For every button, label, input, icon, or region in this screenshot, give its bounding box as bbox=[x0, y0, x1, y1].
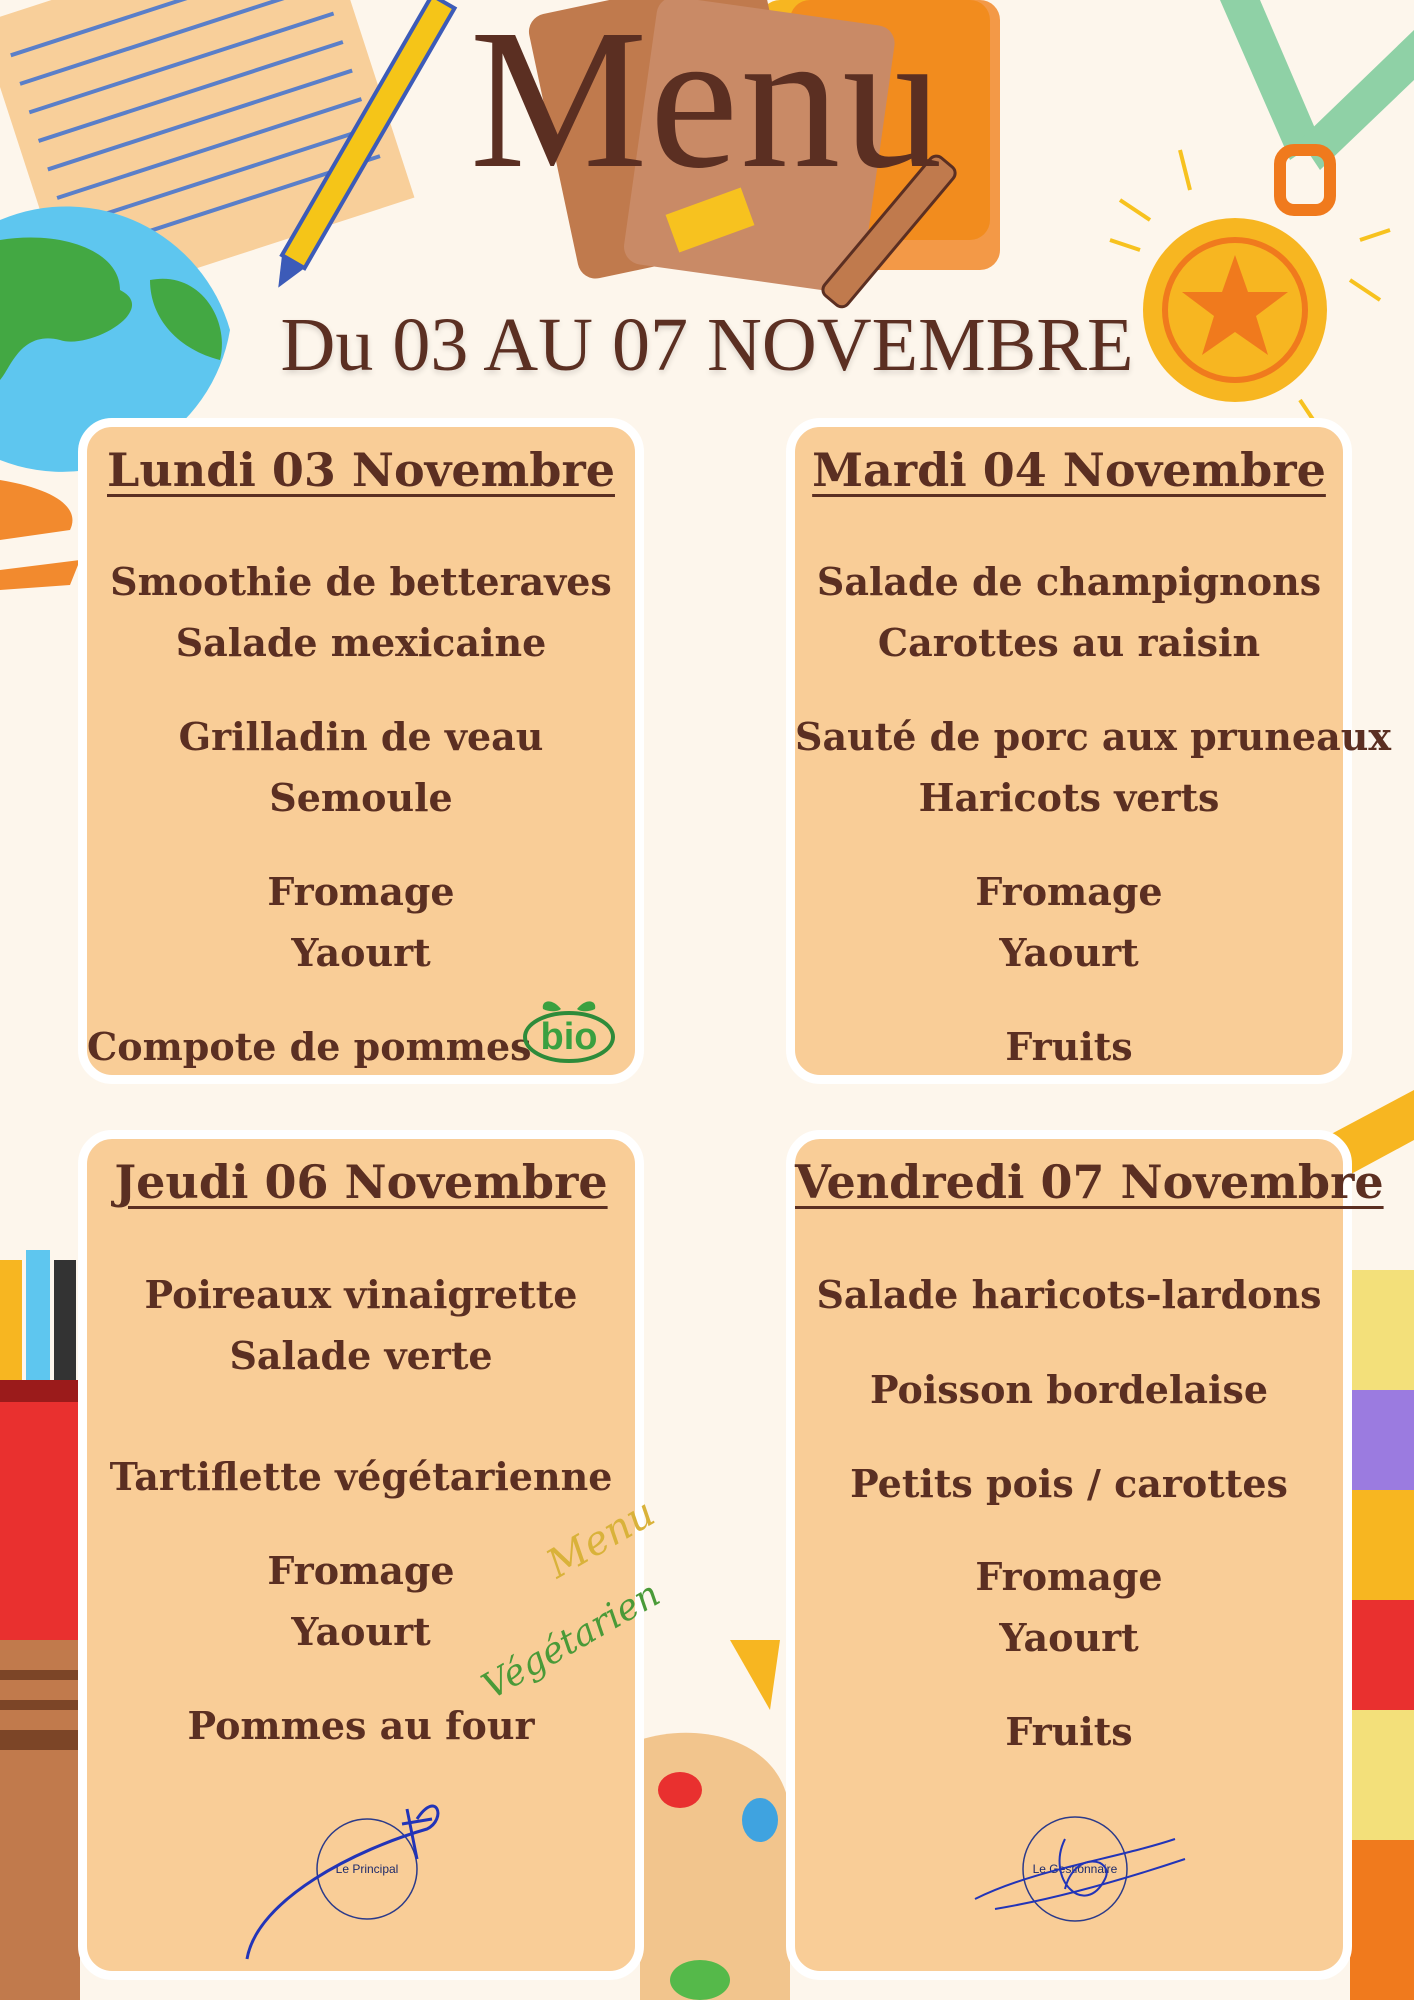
menu-item: Fromage bbox=[975, 1554, 1163, 1599]
menu-item: Tartiflette végétarienne bbox=[109, 1454, 613, 1499]
menu-item: Petits pois / carottes bbox=[850, 1461, 1288, 1506]
menu-item: Salade haricots-lardons bbox=[816, 1272, 1322, 1317]
pencils-cup-illustration bbox=[0, 1240, 80, 2000]
menu-item: Yaourt bbox=[291, 930, 431, 975]
vegetarian-menu-logo bbox=[447, 1489, 667, 1708]
day-title: Jeudi 06 Novembre bbox=[114, 1155, 608, 1209]
day-card-vendredi bbox=[786, 1130, 1384, 1980]
day-title: Mardi 04 Novembre bbox=[812, 443, 1326, 497]
menu-item: Fromage bbox=[975, 869, 1163, 914]
page-title: Menu bbox=[469, 0, 945, 210]
menu-item: Pommes au four bbox=[187, 1703, 535, 1748]
menu-item: Fromage bbox=[267, 1548, 455, 1593]
menu-item: Carottes au raisin bbox=[877, 620, 1261, 665]
menu-item: Compote de pommes bbox=[87, 1024, 532, 1069]
svg-text:Menu: Menu bbox=[539, 1489, 663, 1588]
bio-logo bbox=[521, 995, 617, 1065]
books-stack-illustration bbox=[1350, 1270, 1414, 2000]
menu-item: Yaourt bbox=[291, 1609, 431, 1654]
gestionnaire-stamp bbox=[975, 1799, 1195, 1959]
menu-item: Salade verte bbox=[229, 1333, 493, 1378]
menu-item: Yaourt bbox=[999, 1615, 1139, 1660]
day-card-mardi bbox=[786, 418, 1391, 1084]
menu-item: Poisson bordelaise bbox=[869, 1367, 1269, 1412]
day-title: Lundi 03 Novembre bbox=[107, 443, 615, 497]
menu-item: Haricots verts bbox=[918, 775, 1220, 820]
principal-stamp bbox=[237, 1789, 477, 1969]
day-card-lundi bbox=[78, 418, 644, 1084]
menu-item: Grilladin de veau bbox=[178, 714, 544, 759]
menu-item: Poireaux vinaigrette bbox=[144, 1272, 578, 1317]
menu-item: Fromage bbox=[267, 869, 455, 914]
menu-item: Sauté de porc aux pruneaux bbox=[795, 714, 1391, 759]
day-card-jeudi bbox=[78, 1130, 667, 1980]
palette-illustration bbox=[640, 1620, 790, 2000]
menu-item: Semoule bbox=[269, 775, 453, 820]
svg-text:bio: bio bbox=[540, 1016, 598, 1058]
svg-text:Le Gestionnaire: Le Gestionnaire bbox=[1032, 1862, 1118, 1876]
day-title: Vendredi 07 Novembre bbox=[795, 1155, 1384, 1209]
menu-item: Salade de champignons bbox=[816, 559, 1322, 604]
svg-text:Le Principal: Le Principal bbox=[335, 1862, 399, 1876]
menu-item: Fruits bbox=[1005, 1709, 1133, 1754]
menu-item: Salade mexicaine bbox=[175, 620, 547, 665]
menu-item: Smoothie de betteraves bbox=[110, 559, 612, 604]
menu-item: Yaourt bbox=[999, 930, 1139, 975]
menu-item: Fruits bbox=[1005, 1024, 1133, 1069]
date-range-subtitle: Du 03 AU 07 NOVEMBRE bbox=[280, 303, 1134, 387]
svg-text:Végétarien: Végétarien bbox=[475, 1573, 667, 1708]
